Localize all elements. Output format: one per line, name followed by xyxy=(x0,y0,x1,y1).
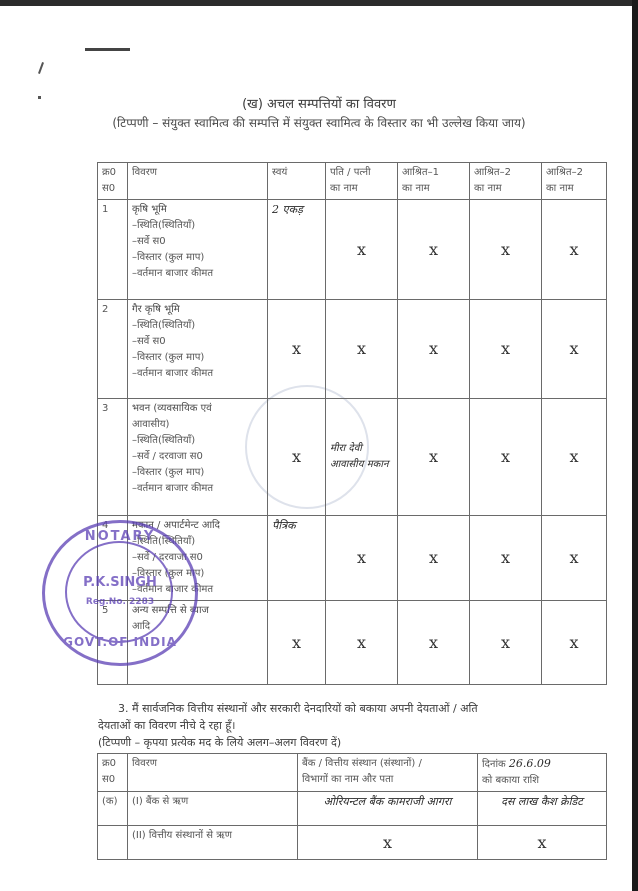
section-note: (टिप्पणी – संयुक्त स्वामित्व की सम्पत्ति में संयुक्त स्वामित्व के विस्तार का भी उल्लेख किया जाय) xyxy=(112,116,526,130)
cross-mark: x xyxy=(326,200,398,300)
cross-mark: x xyxy=(542,399,607,516)
row-description: मकान / अपार्टमेन्ट आदि –स्थिति(स्थितियाँ) –सर्वे / दरवाजा स0 –विस्तार (कुल माप) –वर्तमान बाजार कीमत xyxy=(128,516,268,601)
liabilities-table xyxy=(97,753,607,860)
row-serial xyxy=(98,826,128,860)
table-row xyxy=(98,300,607,399)
cross-mark: x xyxy=(268,300,326,399)
scan-mark xyxy=(85,48,130,51)
cross-mark: x xyxy=(326,516,398,601)
table-row xyxy=(98,399,607,516)
cross-mark: x xyxy=(326,601,398,685)
notary-seal-inner-ring xyxy=(65,541,173,643)
cross-mark: x xyxy=(470,516,542,601)
notary-seal-bottom-text: GOVT.OF INDIA xyxy=(63,635,177,649)
header-description: विवरण xyxy=(128,163,268,200)
cross-mark: x xyxy=(542,300,607,399)
scan-border-top xyxy=(0,0,638,6)
liabilities-intro-line1: 3. मैं सार्वजनिक वित्तीय संस्थानों और सरकारी देनदारियों को बकाया अपनी देयताओं / अति xyxy=(118,702,478,715)
notary-seal-top-text: NOTARY xyxy=(84,529,156,544)
header-serial: क्र0 स0 xyxy=(98,163,128,200)
cross-mark: x xyxy=(268,601,326,685)
header-bank: बैंक / वित्तीय संस्थान (संस्थानों) / विभागों का नाम और पता xyxy=(298,754,478,792)
row-description: भवन (व्यवसायिक एवं आवासीय) –स्थिति(स्थितियाँ) –सर्वे / दरवाजा स0 –विस्तार (कुल माप) –वर्तमान बाजार कीमत xyxy=(128,399,268,516)
header-date: दिनांक 26.6.09 को बकाया राशि xyxy=(478,754,607,792)
cross-mark: x xyxy=(470,300,542,399)
table-row xyxy=(98,200,607,300)
cross-mark: x xyxy=(268,399,326,516)
header-spouse: पति / पत्नी का नाम xyxy=(326,163,398,200)
table-row xyxy=(98,792,607,826)
row-serial: 2 xyxy=(98,300,128,399)
row-serial: (क) xyxy=(98,792,128,826)
row-serial: 1 xyxy=(98,200,128,300)
cross-mark: x xyxy=(398,601,470,685)
header-serial: क्र0 स0 xyxy=(98,754,128,792)
cross-mark: x xyxy=(398,300,470,399)
handwritten-date: 26.6.09 xyxy=(508,757,551,770)
row-description: कृषि भूमि –स्थिति(स्थितियाँ) –सर्वे स0 –विस्तार (कुल माप) –वर्तमान बाजार कीमत xyxy=(128,200,268,300)
cross-mark: x xyxy=(542,516,607,601)
cross-mark: x xyxy=(470,399,542,516)
table-header-row xyxy=(98,754,607,792)
row-serial: 3 xyxy=(98,399,128,516)
cross-mark: x xyxy=(398,516,470,601)
row-bank-value: ओरियन्टल बैंक कामराजी आगरा xyxy=(298,792,478,826)
cross-mark: x xyxy=(542,200,607,300)
cross-mark: x xyxy=(478,826,607,860)
notary-seal-name: P.K.SINGH xyxy=(83,575,157,590)
header-dependent-1: आश्रित–1 का नाम xyxy=(398,163,470,200)
row-serial: 4 xyxy=(98,516,128,601)
table-header-row xyxy=(98,163,607,200)
row-spouse-value: मीरा देवी आवासीय मकान xyxy=(326,399,398,516)
table-row xyxy=(98,826,607,860)
cross-mark: x xyxy=(326,300,398,399)
cross-mark: x xyxy=(398,200,470,300)
header-self: स्वयं xyxy=(268,163,326,200)
row-self-value: 2 एकड़ xyxy=(268,200,326,300)
liabilities-intro-line2: देयताओं का विवरण नीचे दे रहा हूँ। xyxy=(98,719,236,732)
liabilities-note: (टिप्पणी – कृपया प्रत्येक मद के लिये अलग–अलग विवरण दें) xyxy=(98,736,342,749)
cross-mark: x xyxy=(298,826,478,860)
notary-seal xyxy=(42,520,198,666)
header-dependent-2b: आश्रित–2 का नाम xyxy=(542,163,607,200)
row-description: अन्य सम्पत्ति से ब्याज आदि xyxy=(128,601,268,685)
row-description: (I) बैंक से ऋण xyxy=(128,792,298,826)
row-serial: 5 xyxy=(98,601,128,685)
row-description: गैर कृषि भूमि –स्थिति(स्थितियाँ) –सर्वे स0 –विस्तार (कुल माप) –वर्तमान बाजार कीमत xyxy=(128,300,268,399)
cross-mark: x xyxy=(398,399,470,516)
scan-border-right xyxy=(632,0,638,891)
header-description: विवरण xyxy=(128,754,298,792)
cross-mark: x xyxy=(470,601,542,685)
header-dependent-2: आश्रित–2 का नाम xyxy=(470,163,542,200)
scan-tick xyxy=(38,62,44,74)
row-amount-value: दस लाख कैश क्रेडिट xyxy=(478,792,607,826)
row-description: (II) वित्तीय संस्थानों से ऋण xyxy=(128,826,298,860)
row-self-value: पैत्रिक xyxy=(268,516,326,601)
cross-mark: x xyxy=(542,601,607,685)
cross-mark: x xyxy=(470,200,542,300)
section-heading: (ख) अचल सम्पत्तियों का विवरण xyxy=(242,97,396,112)
notary-seal-reg: Reg.No. 2283 xyxy=(85,597,155,607)
